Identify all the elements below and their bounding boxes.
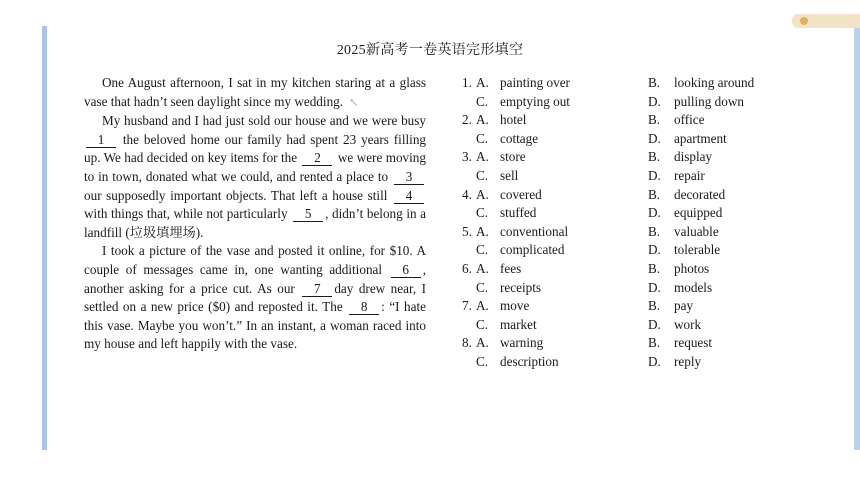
option-letter: C.: [476, 316, 489, 332]
option-b[interactable]: request: [674, 335, 713, 351]
question-row: [462, 130, 792, 149]
question-number: 2.: [462, 112, 472, 128]
blank-3[interactable]: 3: [394, 169, 424, 185]
options-list: [462, 74, 792, 372]
blank-8[interactable]: 8: [349, 299, 379, 315]
option-b[interactable]: looking around: [674, 75, 755, 90]
option-letter: A.: [476, 335, 489, 351]
option-a[interactable]: hotel: [500, 112, 527, 128]
option-a[interactable]: move: [500, 298, 530, 314]
paragraph-2: [84, 112, 426, 242]
blank-2[interactable]: 2: [302, 150, 332, 166]
option-letter: B.: [648, 260, 661, 276]
option-b[interactable]: photos: [674, 260, 710, 276]
option-a[interactable]: covered: [500, 186, 542, 202]
passage-text: , didn’t belong in a landfill (垃圾填埋场).: [84, 206, 427, 240]
option-d[interactable]: reply: [674, 353, 702, 369]
question-row: [462, 334, 792, 353]
corner-tab[interactable]: [792, 14, 860, 28]
option-letter: B.: [648, 335, 661, 351]
passage-text: I took a picture of the vase and posted it online, for $10. A couple of messages came in, one wanting additional: [84, 243, 426, 277]
question-row: [462, 316, 792, 335]
question-row: [462, 93, 792, 112]
option-letter: C.: [476, 167, 489, 183]
question-row: [462, 260, 792, 279]
passage-text: My husband and I had just sold our house and we were busy: [102, 113, 426, 129]
passage-text: , another asking for a price cut. As our: [84, 261, 426, 296]
option-c[interactable]: sell: [500, 167, 519, 183]
option-letter: A.: [476, 186, 489, 202]
option-letter: A.: [476, 260, 489, 276]
option-a[interactable]: store: [500, 149, 526, 165]
paragraph-1: [84, 74, 426, 112]
option-letter: D.: [648, 316, 661, 332]
question-number: 8.: [462, 335, 472, 351]
question-number: 3.: [462, 149, 472, 165]
option-c[interactable]: complicated: [500, 242, 565, 258]
option-letter: D.: [648, 242, 661, 258]
question-number: 6.: [462, 260, 472, 276]
option-d[interactable]: models: [674, 279, 713, 295]
paragraph-3: [84, 242, 426, 354]
question-row: [462, 148, 792, 167]
option-letter: C.: [476, 242, 489, 258]
option-letter: B.: [648, 112, 661, 128]
option-c[interactable]: emptying out: [500, 93, 570, 109]
passage-text: we were moving to in town, donated what we could, and rented a place to: [84, 150, 426, 184]
passage-text: with things that, while not particularly: [84, 206, 288, 222]
question-number: 1.: [462, 75, 472, 90]
option-a[interactable]: fees: [500, 260, 522, 276]
option-b[interactable]: pay: [674, 298, 694, 314]
right-edge-bar: [854, 26, 860, 450]
question-row: [462, 186, 792, 205]
passage-text: the beloved home our family had spent 23 years filling up. We had decided on key items for the: [84, 131, 427, 166]
blank-7[interactable]: 7: [302, 281, 332, 297]
question-row: [462, 297, 792, 316]
option-letter: D.: [648, 279, 661, 295]
question-row: [462, 111, 792, 130]
option-letter: D.: [648, 93, 661, 109]
option-d[interactable]: equipped: [674, 205, 723, 221]
option-letter: B.: [648, 75, 661, 90]
passage-text: our supposedly important objects. That left a house still: [84, 187, 388, 203]
option-letter: B.: [648, 223, 661, 239]
passage-text: day drew near, I settled on a new price ($0) and reposted it. The: [84, 280, 426, 315]
cursor-icon: ↖: [349, 96, 359, 109]
option-d[interactable]: pulling down: [674, 93, 744, 109]
option-d[interactable]: tolerable: [674, 242, 721, 258]
option-d[interactable]: work: [674, 316, 702, 332]
option-letter: B.: [648, 186, 661, 202]
question-row: [462, 204, 792, 223]
option-letter: D.: [648, 167, 661, 183]
option-a[interactable]: painting over: [500, 75, 570, 90]
option-letter: C.: [476, 353, 489, 369]
option-a[interactable]: warning: [500, 335, 544, 351]
option-c[interactable]: receipts: [500, 279, 542, 295]
passage-text: One August afternoon, I sat in my kitchen staring at a glass vase that hadn’t seen daylight since my wedding.: [84, 75, 426, 109]
question-number: 4.: [462, 186, 472, 202]
option-letter: A.: [476, 223, 489, 239]
option-letter: D.: [648, 353, 661, 369]
badge-icon: [800, 17, 808, 25]
question-row: [462, 353, 792, 372]
option-c[interactable]: description: [500, 353, 559, 369]
question-row: [462, 241, 792, 260]
option-b[interactable]: display: [674, 149, 713, 165]
option-letter: D.: [648, 205, 661, 221]
option-d[interactable]: repair: [674, 167, 705, 183]
option-b[interactable]: valuable: [674, 223, 719, 239]
option-c[interactable]: cottage: [500, 130, 539, 146]
passage: [84, 74, 426, 354]
option-letter: C.: [476, 130, 489, 146]
blank-6[interactable]: 6: [391, 262, 421, 278]
page-title: 2025新高考一卷英语完形填空: [336, 43, 524, 58]
question-number: 5.: [462, 223, 472, 239]
option-letter: C.: [476, 93, 489, 109]
question-row: [462, 279, 792, 298]
blank-5[interactable]: 5: [293, 206, 323, 222]
option-letter: A.: [476, 149, 489, 165]
option-c[interactable]: stuffed: [500, 205, 537, 221]
option-c[interactable]: market: [500, 316, 537, 332]
question-row: [462, 74, 792, 93]
option-letter: C.: [476, 205, 489, 221]
blank-4[interactable]: 4: [394, 188, 424, 204]
question-row: [462, 167, 792, 186]
option-b[interactable]: office: [674, 112, 705, 128]
question-row: [462, 223, 792, 242]
option-letter: B.: [648, 149, 661, 165]
left-edge-bar: [42, 26, 47, 450]
option-letter: D.: [648, 130, 661, 146]
option-letter: A.: [476, 112, 489, 128]
option-letter: B.: [648, 298, 661, 314]
question-number: 7.: [462, 298, 472, 314]
option-d[interactable]: apartment: [674, 130, 727, 146]
option-b[interactable]: decorated: [674, 186, 726, 202]
option-letter: A.: [476, 75, 489, 90]
blank-1[interactable]: 1: [86, 132, 116, 148]
passage-text: : “I hate this vase. Maybe you won’t.” In an instant, a woman raced into my house and left happily with the vase.: [84, 299, 427, 352]
option-letter: A.: [476, 298, 489, 314]
option-letter: C.: [476, 279, 489, 295]
option-a[interactable]: conventional: [500, 223, 569, 239]
